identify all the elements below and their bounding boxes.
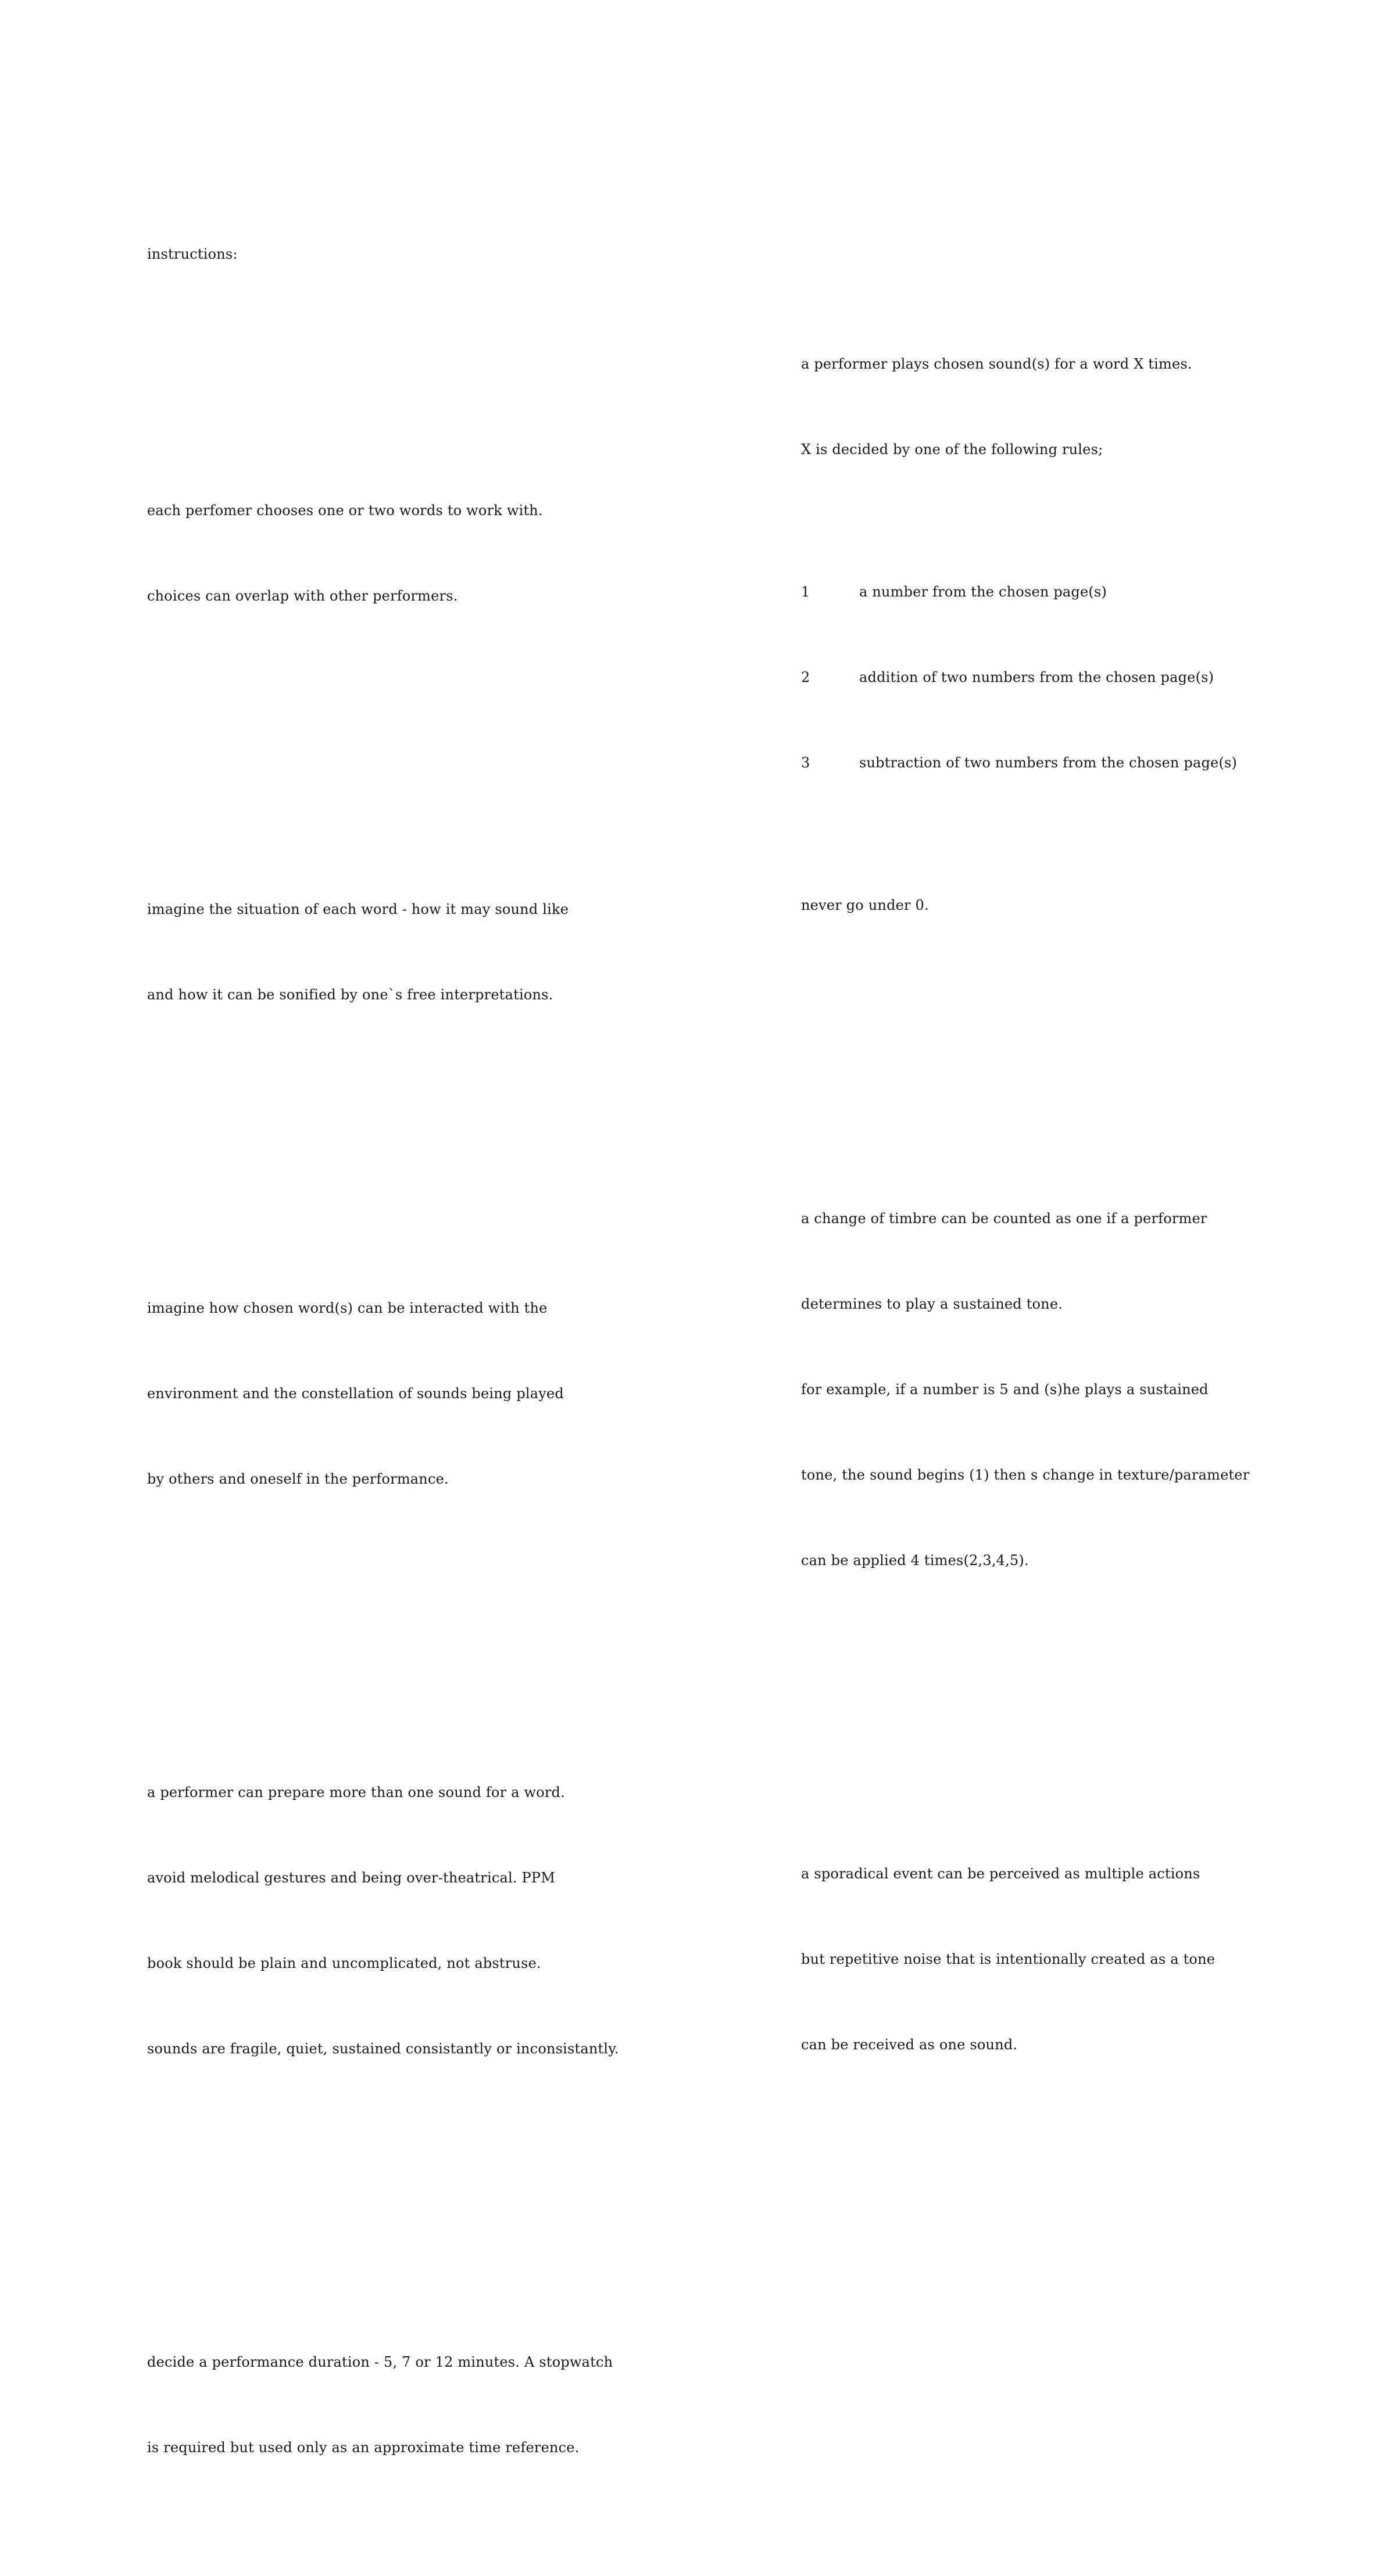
paragraph-imagine-situation bbox=[147, 838, 619, 1066]
text-line: environment and the constellation of sounds being played bbox=[147, 1385, 564, 1402]
left-text-column bbox=[147, 183, 619, 2576]
text-line: each perfomer chooses one or two words to work with. bbox=[147, 502, 543, 519]
text-line: by others and oneself in the performance. bbox=[147, 1471, 449, 1487]
text-line: X is decided by one of the following rules; bbox=[801, 441, 1103, 458]
rule-number: 3 bbox=[801, 755, 810, 771]
paragraph-prepare-sounds bbox=[147, 1721, 619, 2120]
text-line: a performer plays chosen sound(s) for a word X times. bbox=[801, 356, 1192, 372]
text-line: can be applied 4 times(2,3,4,5). bbox=[801, 1552, 1029, 1569]
rules-list bbox=[801, 521, 1249, 834]
text-line: a sporadical event can be perceived as multiple actions bbox=[801, 1866, 1200, 1882]
text-line: determines to play a sustained tone. bbox=[801, 1296, 1063, 1312]
rule-number: 1 bbox=[801, 584, 810, 600]
rule-item bbox=[801, 749, 1249, 777]
text-line: choices can overlap with other performers. bbox=[147, 588, 458, 604]
text-line: but repetitive noise that is intentionally created as a tone bbox=[801, 1951, 1216, 1967]
rule-item bbox=[801, 578, 1249, 606]
text-line: sounds are fragile, quiet, sustained consistantly or inconsistantly. bbox=[147, 2041, 619, 2057]
text-line: book should be plain and uncomplicated, not abstruse. bbox=[147, 1955, 541, 1971]
text-line: can be received as one sound. bbox=[801, 2036, 1018, 2053]
paragraph-imagine-interaction bbox=[147, 1237, 619, 1550]
rule-item bbox=[801, 663, 1249, 692]
text-line: tone, the sound begins (1) then s change in texture/parameter bbox=[801, 1467, 1250, 1483]
text-line: a performer can prepare more than one sound for a word. bbox=[147, 1784, 565, 1800]
rule-text: subtraction of two numbers from the chosen page(s) bbox=[859, 755, 1238, 771]
paragraph-timbre-change bbox=[801, 1148, 1249, 1632]
text-line: decide a performance duration - 5, 7 or 12 minutes. A stopwatch bbox=[147, 2354, 613, 2370]
text-line: a change of timbre can be counted as one if a performer bbox=[801, 1210, 1207, 1227]
rule-text: addition of two numbers from the chosen page(s) bbox=[859, 669, 1214, 685]
text-line: and how it can be sonified by one`s free interpretations. bbox=[147, 987, 553, 1003]
text-line: avoid melodical gestures and being over-theatrical. PPM bbox=[147, 1870, 555, 1886]
paragraph-play-x-times bbox=[801, 293, 1249, 977]
right-text-column bbox=[801, 236, 1249, 2173]
rule-text: a number from the chosen page(s) bbox=[859, 584, 1107, 600]
text-line: never go under 0. bbox=[801, 897, 929, 913]
rule-number: 2 bbox=[801, 669, 810, 685]
text-line: imagine how chosen word(s) can be interacted with the bbox=[147, 1300, 548, 1316]
text-line: imagine the situation of each word - how it may sound like bbox=[147, 901, 569, 917]
text-line: for example, if a number is 5 and (s)he plays a sustained bbox=[801, 1381, 1209, 1398]
paragraph-duration bbox=[147, 2291, 619, 2519]
instructions-heading: instructions: bbox=[147, 246, 238, 262]
text-line: is required but used only as an approximate time reference. bbox=[147, 2439, 580, 2456]
paragraph-sporadical-event bbox=[801, 1803, 1249, 2116]
right-page bbox=[694, 0, 1387, 2053]
paragraph-word-choice bbox=[147, 440, 619, 667]
left-page bbox=[0, 0, 694, 2456]
